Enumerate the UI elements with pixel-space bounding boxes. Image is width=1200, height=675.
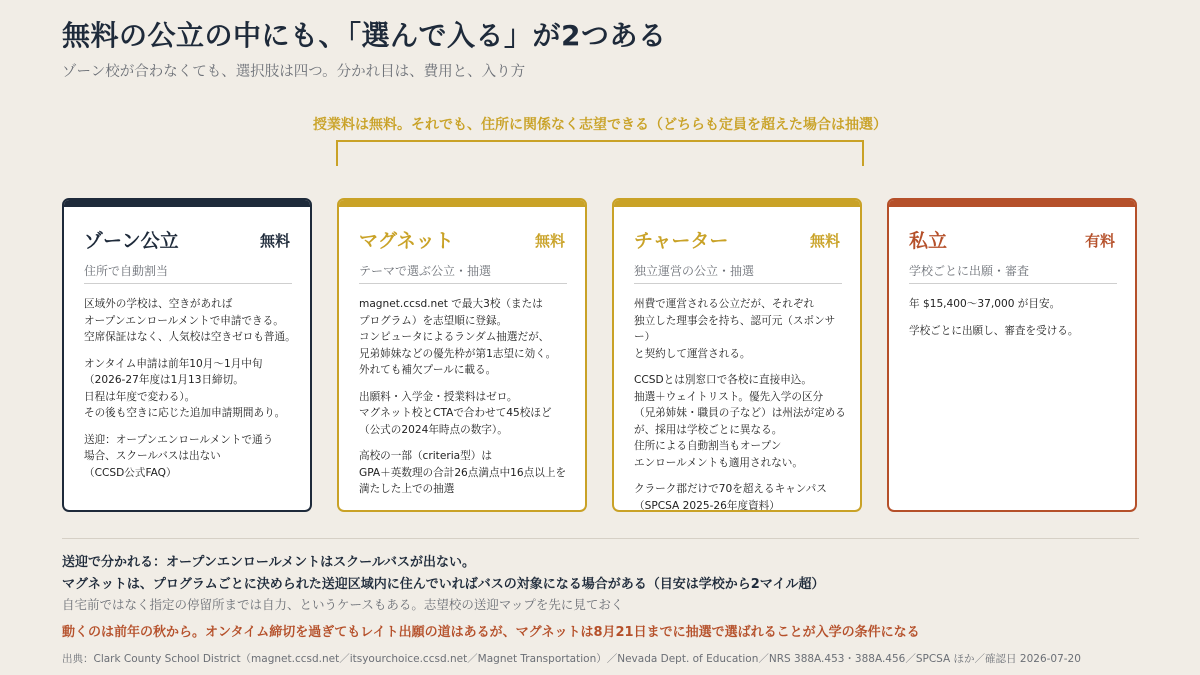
card-divider [909, 283, 1117, 284]
card-paragraph: 学校ごとに出願し、審査を受ける。 [909, 324, 1079, 337]
card-fee: 無料 [809, 232, 840, 250]
card-accent-bar [614, 200, 860, 207]
footer-note-transport: 送迎で分かれる：オープンエンロールメントはスクールバスが出ない。 [62, 555, 476, 570]
page-title: 無料の公立の中にも、「選んで入る」が2つある [62, 19, 667, 52]
card-accent-bar [64, 200, 310, 207]
source-citation: 出典：Clark County School District（magnet.ccsd.net／itsyourchoice.ccsd.net／Magnet Transportation）／Nevada Dept. of Education／NRS 388A.453・388A.456／SPCSA ほか／確認日 2026-07-20 [62, 653, 1081, 665]
option-card [887, 198, 1137, 512]
card-fee: 無料 [534, 232, 565, 250]
card-divider [84, 283, 292, 284]
card-paragraph: 州費で運営される公立だが、それぞれ 独立した理事会を持ち、認可元（スポンサー） と契約して運営される。 [634, 298, 836, 360]
page-subtitle: ゾーン校が合わなくても、選択肢は四つ。分かれ目は、費用と、入り方 [62, 64, 526, 80]
card-body [359, 296, 579, 508]
card-tagline: 学校ごとに出願・審査 [909, 264, 1030, 278]
footer-note-magnet-bus: マグネットは、プログラムごとに決められた送迎区域内に住んでいればバスの対象になる場合がある（目安は学校から2マイル超） [62, 577, 825, 592]
card-tagline: 独立運営の公立・抽選 [634, 264, 755, 278]
card-paragraph: 出願料・入学金・授業料はゼロ。 マグネット校とCTAで合わせて45校ほど （公式の2024年時点の数字）。 [359, 390, 552, 436]
card-paragraph: CCSDとは別窓口で各校に直接申込。 抽選＋ウェイトリスト。優先入学の区分 （兄弟姉妹・職員の子など）は州法が定める が、採用は学校ごとに異なる。 住所による自動割当もオープン エンロールメントも適用されない。 [634, 374, 846, 469]
card-divider [359, 283, 567, 284]
card-paragraph: magnet.ccsd.net で最大3校（または プログラム）を志望順に登録。 コンピュータによるランダム抽選だが、 兄弟姉妹などの優先枠が第1志望に効く。 外れても補欠プールに載る。 [359, 298, 557, 376]
card-paragraph: 高校の一部（criteria型）は GPA＋英数理の合計26点満点中16点以上を 満たした上での抽選 [359, 450, 567, 495]
option-card [612, 198, 862, 512]
card-body [634, 296, 854, 512]
footer-note-bus-stop: 自宅前ではなく指定の停留所までは自力、というケースもある。志望校の送迎マップを先に見ておく [62, 597, 624, 612]
card-divider [634, 283, 842, 284]
footer-note-timeline: 動くのは前年の秋から。オンタイム締切を過ぎてもレイト出願の道はあるが、マグネットは8月21日までに抽選で選ばれることが入学の条件になる [62, 625, 920, 640]
card-title: チャーター [634, 230, 729, 252]
card-tagline: 住所で自動割当 [84, 264, 169, 278]
bracket-connector [336, 140, 864, 166]
option-card [62, 198, 312, 512]
card-body [909, 296, 1129, 349]
card-paragraph: 区域外の学校は、空きがあれば オープンエンロールメントで申請できる。 空席保証はなく、人気校は空きゼロも普通。 [84, 298, 296, 343]
option-card [337, 198, 587, 512]
card-paragraph: 送迎：オープンエンロールメントで通う 場合、スクールバスは出ない （CCSD公式FAQ） [84, 433, 274, 479]
card-body [84, 296, 304, 491]
card-paragraph: オンタイム申請は前年10月〜1月中旬 （2026-27年度は1月13日締切。 日程は年度で変わる）。 その後も空きに応じた追加申請期間あり。 [84, 357, 286, 419]
card-title: ゾーン公立 [84, 230, 179, 252]
card-title: 私立 [909, 230, 948, 252]
card-accent-bar [889, 200, 1135, 207]
card-paragraph: クラーク郡だけで70を超えるキャンパス （SPCSA 2025-26年度資料） [634, 483, 827, 512]
bracket-label: 授業料は無料。それでも、住所に関係なく志望できる（どちらも定員を超えた場合は抽選） [313, 117, 887, 133]
card-fee: 有料 [1084, 232, 1115, 250]
card-accent-bar [339, 200, 585, 207]
card-fee: 無料 [259, 232, 290, 250]
divider [62, 538, 1139, 539]
card-paragraph: 年 $15,400〜37,000 が目安。 [909, 298, 1061, 310]
card-tagline: テーマで選ぶ公立・抽選 [359, 264, 492, 278]
card-title: マグネット [359, 230, 454, 252]
